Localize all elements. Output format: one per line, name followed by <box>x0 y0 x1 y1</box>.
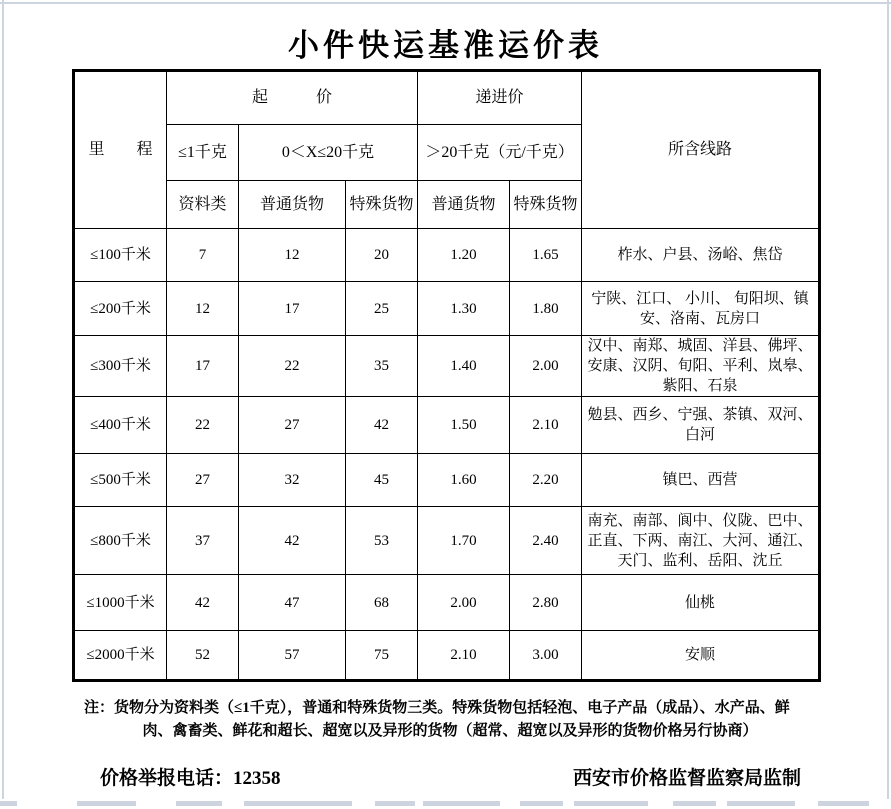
cell-p-normal: 1.40 <box>418 336 510 397</box>
header-gt20kg: ＞20千克（元/千克） <box>418 125 582 181</box>
footnote-line-2: 肉、禽畜类、鲜花和超长、超宽以及异形的货物（超常、超宽以及异形的货物价格另行协商） <box>142 723 758 739</box>
table-row <box>74 575 820 631</box>
cell-routes: 镇巴、西营 <box>582 454 820 507</box>
issuing-authority: 西安市价格监督监察局监制 <box>572 768 801 789</box>
cell-p-normal: 1.60 <box>418 454 510 507</box>
cell-data-class: 17 <box>167 336 239 397</box>
cell-p-special: 2.00 <box>510 336 582 397</box>
cell-routes: 宁陕、江口、 小川、 旬阳坝、镇安、洛南、瓦房口 <box>582 282 820 336</box>
header-mileage: 里 程 <box>74 71 167 229</box>
cell-mileage: ≤200千米 <box>74 282 167 336</box>
cell-routes: 汉中、南郑、城固、洋县、佛坪、安康、汉阴、旬阳、平利、岚皋、紫阳、石泉 <box>582 336 820 397</box>
cell-special: 75 <box>346 631 418 681</box>
header-normal-goods-2: 普通货物 <box>418 181 510 229</box>
cell-p-normal: 1.70 <box>418 507 510 575</box>
cell-p-special: 1.65 <box>510 229 582 282</box>
bottom-edge-artifacts <box>0 801 891 807</box>
cell-data-class: 37 <box>167 507 239 575</box>
window-edge-left <box>2 0 4 799</box>
window-edge-top <box>0 2 891 4</box>
cell-p-special: 2.10 <box>510 397 582 454</box>
cell-data-class: 42 <box>167 575 239 631</box>
cell-special: 53 <box>346 507 418 575</box>
header-progressive-price: 递进价 <box>418 71 582 125</box>
cell-data-class: 7 <box>167 229 239 282</box>
cell-p-special: 2.20 <box>510 454 582 507</box>
cell-special: 68 <box>346 575 418 631</box>
cell-p-normal: 2.10 <box>418 631 510 681</box>
header-le1kg: ≤1千克 <box>167 125 239 181</box>
cell-p-normal: 1.50 <box>418 397 510 454</box>
cell-mileage: ≤1000千米 <box>74 575 167 631</box>
cell-p-normal: 1.20 <box>418 229 510 282</box>
cell-special: 42 <box>346 397 418 454</box>
cell-p-special: 2.40 <box>510 507 582 575</box>
header-routes: 所含线路 <box>582 71 820 229</box>
header-row-1 <box>74 71 820 125</box>
header-special-goods-2: 特殊货物 <box>510 181 582 229</box>
cell-routes: 勉县、西乡、宁强、茶镇、双河、白河 <box>582 397 820 454</box>
cell-mileage: ≤400千米 <box>74 397 167 454</box>
cell-normal: 17 <box>239 282 346 336</box>
header-data-class: 资料类 <box>167 181 239 229</box>
cell-routes: 柞水、户县、汤峪、焦岱 <box>582 229 820 282</box>
cell-normal: 42 <box>239 507 346 575</box>
cell-normal: 22 <box>239 336 346 397</box>
header-0to20kg: 0＜X≤20千克 <box>239 125 418 181</box>
page-title: 小件快运基准运价表 <box>288 28 603 63</box>
cell-data-class: 12 <box>167 282 239 336</box>
cell-special: 25 <box>346 282 418 336</box>
cell-mileage: ≤800千米 <box>74 507 167 575</box>
header-base-price: 起 价 <box>167 71 418 125</box>
table-row <box>74 507 820 575</box>
table-row <box>74 631 820 681</box>
window-edge-right <box>887 0 889 799</box>
table-row <box>74 282 820 336</box>
cell-mileage: ≤300千米 <box>74 336 167 397</box>
cell-mileage: ≤500千米 <box>74 454 167 507</box>
cell-data-class: 52 <box>167 631 239 681</box>
cell-p-special: 2.80 <box>510 575 582 631</box>
cell-mileage: ≤100千米 <box>74 229 167 282</box>
footnote-line-1: 注：货物分为资料类（≤1千克），普通和特殊货物三类。特殊货物包括轻泡、电子产品（成品）、水产品、鲜 <box>84 700 790 716</box>
table-row <box>74 336 820 397</box>
cell-special: 45 <box>346 454 418 507</box>
footer <box>72 763 819 790</box>
cell-data-class: 27 <box>167 454 239 507</box>
footnote <box>84 697 816 743</box>
cell-special: 35 <box>346 336 418 397</box>
cell-routes: 南充、南部、阆中、仪陇、巴中、正直、下两、南江、大河、通江、天门、监利、岳阳、沈丘 <box>582 507 820 575</box>
cell-p-special: 3.00 <box>510 631 582 681</box>
cell-p-normal: 1.30 <box>418 282 510 336</box>
cell-routes: 仙桃 <box>582 575 820 631</box>
cell-p-normal: 2.00 <box>418 575 510 631</box>
cell-special: 20 <box>346 229 418 282</box>
price-report-hotline: 价格举报电话：12358 <box>100 768 281 789</box>
cell-data-class: 22 <box>167 397 239 454</box>
cell-routes: 安顺 <box>582 631 820 681</box>
header-normal-goods-1: 普通货物 <box>239 181 346 229</box>
table-row <box>74 229 820 282</box>
header-special-goods-1: 特殊货物 <box>346 181 418 229</box>
cell-mileage: ≤2000千米 <box>74 631 167 681</box>
table-row <box>74 397 820 454</box>
freight-rate-table <box>72 69 821 682</box>
cell-normal: 47 <box>239 575 346 631</box>
table-row <box>74 454 820 507</box>
cell-normal: 12 <box>239 229 346 282</box>
cell-normal: 57 <box>239 631 346 681</box>
cell-normal: 27 <box>239 397 346 454</box>
cell-p-special: 1.80 <box>510 282 582 336</box>
cell-normal: 32 <box>239 454 346 507</box>
